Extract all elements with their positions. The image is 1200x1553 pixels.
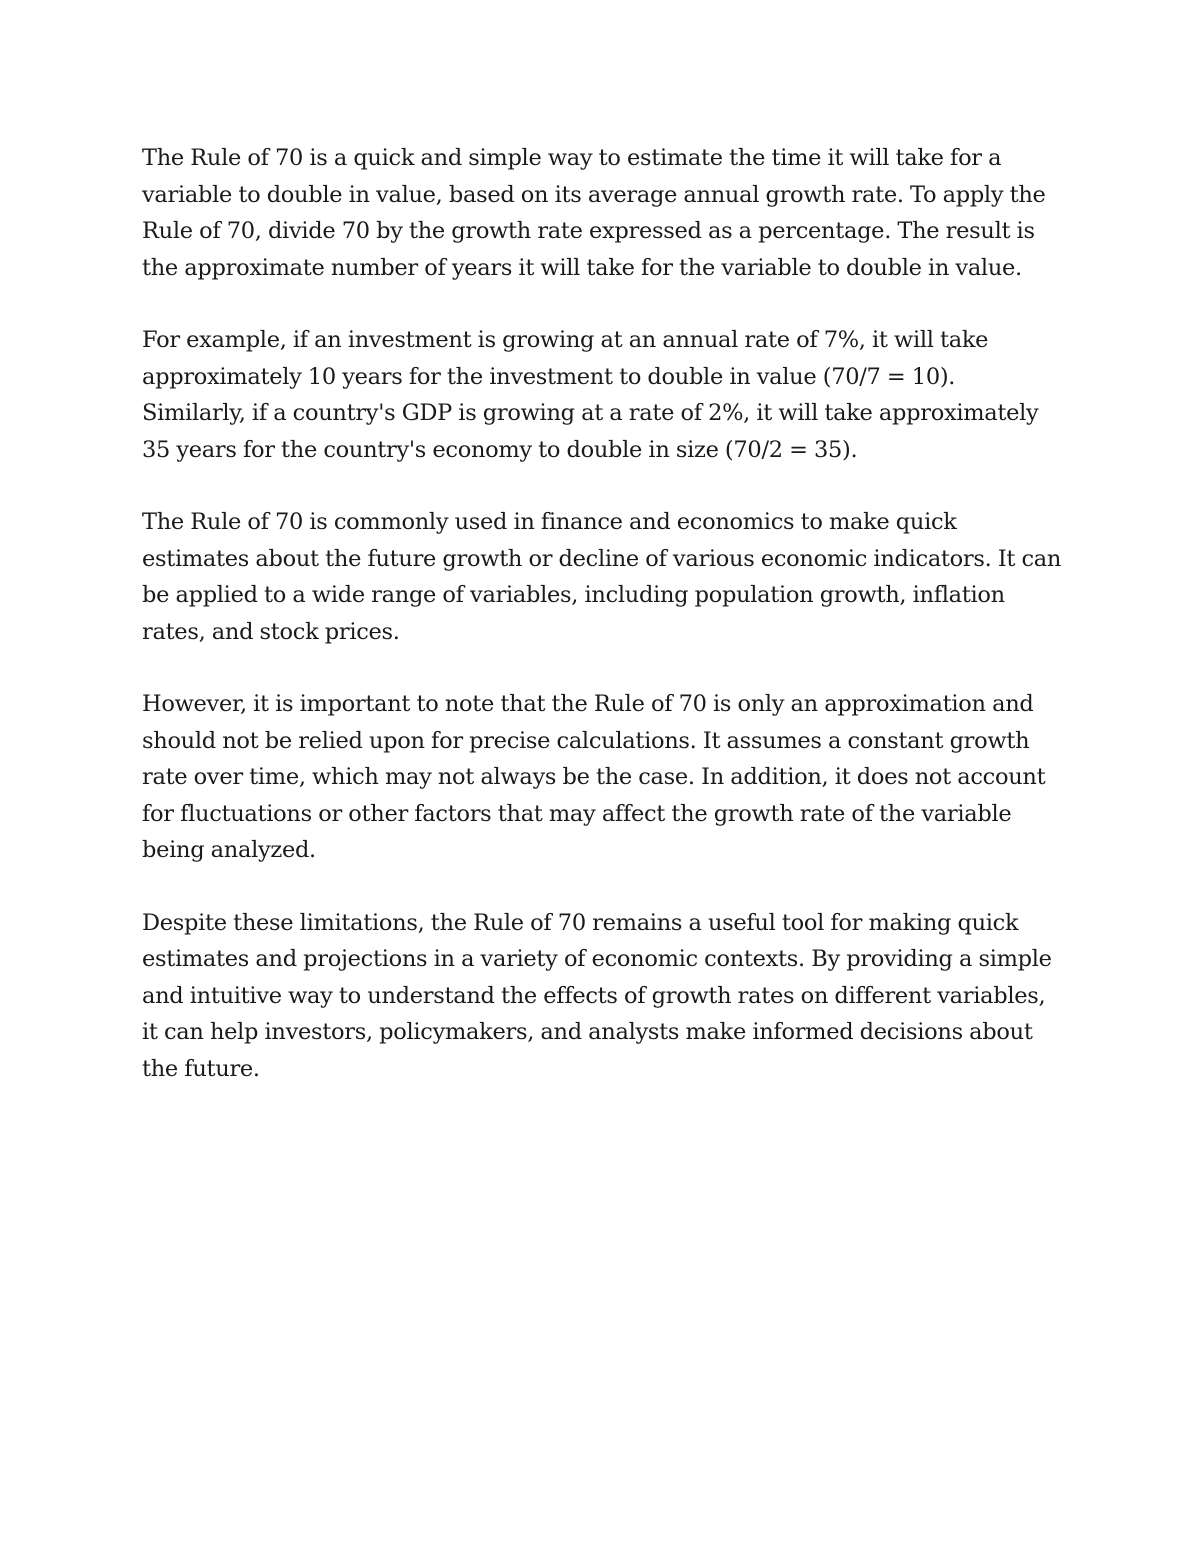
- document-body: [142, 140, 1062, 1123]
- paragraph-conclusion: Despite these limitations, the Rule of 70 remains a useful tool for making quick estimates and projections in a variety of economic contexts. By providing a simple and intuitive way to understand the effects of growth rates on different variables, it can help investors, policymakers, and analysts make informed decisions about the future.: [142, 909, 1052, 1082]
- paragraph-limitations: However, it is important to note that the Rule of 70 is only an approximation and should not be relied upon for precise calculations. It assumes a constant growth rate over time, which may not always be the case. In addition, it does not account for fluctuations or other factors that may affect the growth rate of the variable being analyzed.: [142, 691, 1046, 863]
- paragraph-common-uses: The Rule of 70 is commonly used in finance and economics to make quick estimates about the future growth or decline of various economic indicators. It can be applied to a wide range of variables, including population growth, inflation rates, and stock prices.: [142, 509, 1062, 645]
- paragraph-rule-of-70-definition: The Rule of 70 is a quick and simple way to estimate the time it will take for a variable to double in value, based on its average annual growth rate. To apply the Rule of 70, divide 70 by the growth rate expressed as a percentage. The result is the approximate number of years it will take for the variable to double in value.: [142, 145, 1046, 281]
- paragraph-examples: For example, if an investment is growing at an annual rate of 7%, it will take approximately 10 years for the investment to double in value (70/7 = 10). Similarly, if a country's GDP is growing at a rate of 2%, it will take approximately 35 years for the country's economy to double in size (70/2 = 35).: [142, 327, 1039, 463]
